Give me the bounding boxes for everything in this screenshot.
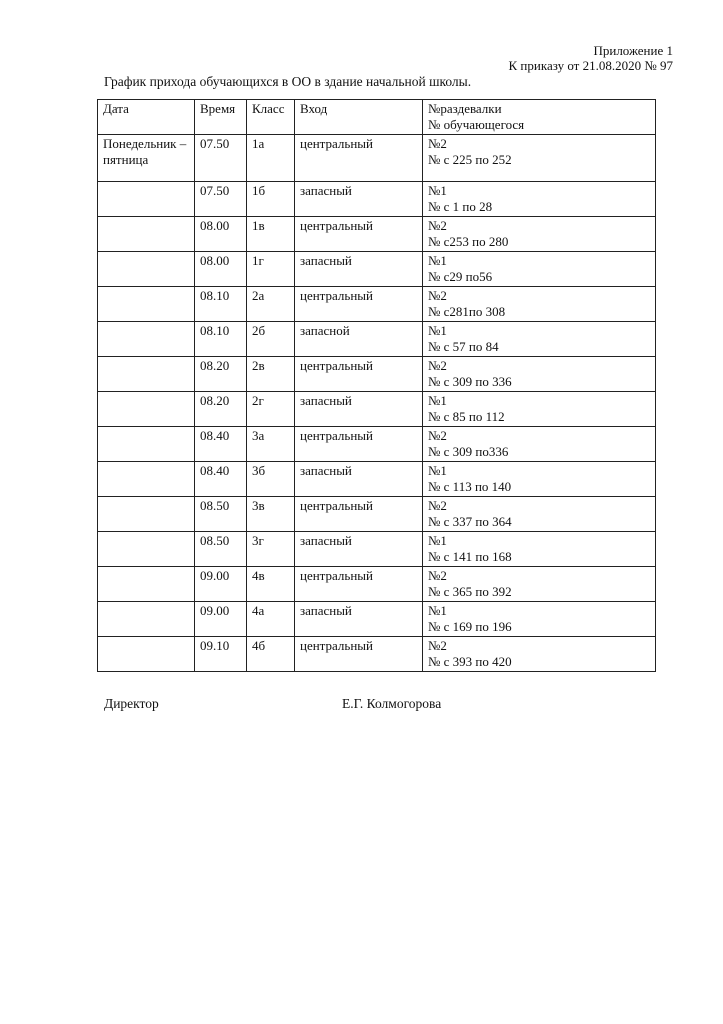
cell-room-students xyxy=(423,567,656,602)
cell-class: 2а xyxy=(247,287,295,322)
cell-class: 4в xyxy=(247,567,295,602)
table-header-row xyxy=(98,100,656,135)
cell-room: №2 xyxy=(428,218,447,233)
cell-room-students xyxy=(423,392,656,427)
cell-room: №1 xyxy=(428,393,447,408)
cell-students: № с 169 по 196 xyxy=(428,619,512,634)
cell-room-students xyxy=(423,602,656,637)
cell-students: № с 57 по 84 xyxy=(428,339,499,354)
cell-students: № с29 по56 xyxy=(428,269,493,284)
document-title: График прихода обучающихся в ОО в здание начальной школы. xyxy=(104,74,472,89)
cell-room-students xyxy=(423,322,656,357)
cell-time: 08.00 xyxy=(195,217,247,252)
column-header-entrance: Вход xyxy=(295,100,423,135)
cell-students: № с253 по 280 xyxy=(428,234,509,249)
cell-room: №2 xyxy=(428,358,447,373)
cell-time: 08.50 xyxy=(195,532,247,567)
cell-room: №2 xyxy=(428,638,447,653)
cell-room-students xyxy=(423,252,656,287)
cell-time: 09.10 xyxy=(195,637,247,672)
cell-time: 08.10 xyxy=(195,322,247,357)
cell-room-students xyxy=(423,462,656,497)
cell-students: № с281по 308 xyxy=(428,304,506,319)
table-row xyxy=(98,182,656,217)
cell-room-students xyxy=(423,427,656,462)
order-reference: К приказу от 21.08.2020 № 97 xyxy=(508,58,673,73)
cell-time: 08.20 xyxy=(195,392,247,427)
cell-room: №2 xyxy=(428,288,447,303)
column-header-room: №раздевалки xyxy=(428,101,502,116)
column-header-date: Дата xyxy=(98,100,195,135)
cell-time: 09.00 xyxy=(195,602,247,637)
cell-entrance: запасной xyxy=(295,322,423,357)
cell-students: № с 225 по 252 xyxy=(428,152,512,167)
cell-date xyxy=(98,427,195,462)
cell-entrance: запасный xyxy=(295,392,423,427)
cell-room-students xyxy=(423,532,656,567)
cell-entrance: запасный xyxy=(295,462,423,497)
cell-class: 3г xyxy=(247,532,295,567)
table-row xyxy=(98,532,656,567)
appendix-note xyxy=(373,43,673,73)
cell-date xyxy=(98,357,195,392)
cell-students: № с 365 по 392 xyxy=(428,584,512,599)
table-body xyxy=(98,135,656,672)
cell-room: №2 xyxy=(428,498,447,513)
cell-time: 08.40 xyxy=(195,462,247,497)
cell-date xyxy=(98,287,195,322)
cell-room: №1 xyxy=(428,603,447,618)
cell-room-students xyxy=(423,357,656,392)
cell-entrance: центральный xyxy=(295,637,423,672)
cell-time: 08.10 xyxy=(195,287,247,322)
cell-entrance: запасный xyxy=(295,252,423,287)
cell-time: 08.40 xyxy=(195,427,247,462)
column-header-student: № обучающегося xyxy=(428,117,525,132)
table-row xyxy=(98,357,656,392)
cell-students: № с 141 по 168 xyxy=(428,549,512,564)
cell-date xyxy=(98,217,195,252)
cell-class: 3б xyxy=(247,462,295,497)
table-row xyxy=(98,322,656,357)
cell-date xyxy=(98,532,195,567)
cell-time: 08.50 xyxy=(195,497,247,532)
cell-class: 1а xyxy=(247,135,295,182)
cell-date xyxy=(98,252,195,287)
cell-class: 4а xyxy=(247,602,295,637)
cell-room: №2 xyxy=(428,428,447,443)
cell-class: 1г xyxy=(247,252,295,287)
cell-room-students xyxy=(423,217,656,252)
cell-students: № с 309 по 336 xyxy=(428,374,512,389)
cell-entrance: запасный xyxy=(295,602,423,637)
cell-students: № с 309 по336 xyxy=(428,444,509,459)
table-row xyxy=(98,287,656,322)
cell-date: Понедельник –пятница xyxy=(98,135,195,182)
arrival-schedule-table xyxy=(97,99,656,672)
cell-class: 4б xyxy=(247,637,295,672)
column-header-class: Класс xyxy=(247,100,295,135)
cell-room-students xyxy=(423,497,656,532)
column-header-room-student xyxy=(423,100,656,135)
cell-date xyxy=(98,602,195,637)
table-row xyxy=(98,427,656,462)
cell-entrance: запасный xyxy=(295,182,423,217)
table-row xyxy=(98,217,656,252)
cell-time: 09.00 xyxy=(195,567,247,602)
table-row xyxy=(98,462,656,497)
cell-room: №2 xyxy=(428,568,447,583)
cell-entrance: центральный xyxy=(295,427,423,462)
cell-students: № с 337 по 364 xyxy=(428,514,512,529)
cell-date xyxy=(98,637,195,672)
signature-name: Е.Г. Колмогорова xyxy=(342,696,442,711)
cell-room: №1 xyxy=(428,463,447,478)
cell-time: 07.50 xyxy=(195,135,247,182)
cell-class: 2в xyxy=(247,357,295,392)
cell-room-students xyxy=(423,637,656,672)
cell-entrance: центральный xyxy=(295,357,423,392)
appendix-line: Приложение 1 xyxy=(593,43,673,58)
table-row xyxy=(98,637,656,672)
cell-room: №1 xyxy=(428,253,447,268)
column-header-time: Время xyxy=(195,100,247,135)
cell-entrance: центральный xyxy=(295,217,423,252)
cell-time: 07.50 xyxy=(195,182,247,217)
cell-date xyxy=(98,392,195,427)
cell-entrance: центральный xyxy=(295,497,423,532)
cell-room: №1 xyxy=(428,323,447,338)
table-row xyxy=(98,567,656,602)
cell-class: 3а xyxy=(247,427,295,462)
cell-class: 2г xyxy=(247,392,295,427)
cell-students: № с 393 по 420 xyxy=(428,654,512,669)
cell-time: 08.20 xyxy=(195,357,247,392)
cell-entrance: центральный xyxy=(295,287,423,322)
signature-role: Директор xyxy=(104,696,159,711)
cell-class: 1б xyxy=(247,182,295,217)
cell-room-students xyxy=(423,287,656,322)
table-row xyxy=(98,252,656,287)
cell-room: №1 xyxy=(428,533,447,548)
cell-students: № с 113 по 140 xyxy=(428,479,512,494)
table-row xyxy=(98,602,656,637)
cell-class: 1в xyxy=(247,217,295,252)
table-row xyxy=(98,392,656,427)
cell-entrance: центральный xyxy=(295,135,423,182)
table-row xyxy=(98,497,656,532)
cell-date xyxy=(98,567,195,602)
cell-room: №1 xyxy=(428,183,447,198)
cell-room: №2 xyxy=(428,136,447,151)
cell-entrance: центральный xyxy=(295,567,423,602)
cell-students: № с 85 по 112 xyxy=(428,409,505,424)
cell-room-students xyxy=(423,182,656,217)
cell-class: 2б xyxy=(247,322,295,357)
cell-time: 08.00 xyxy=(195,252,247,287)
table-row xyxy=(98,135,656,182)
cell-room-students xyxy=(423,135,656,182)
cell-date xyxy=(98,182,195,217)
cell-date xyxy=(98,497,195,532)
cell-entrance: запасный xyxy=(295,532,423,567)
cell-date xyxy=(98,322,195,357)
cell-students: № с 1 по 28 xyxy=(428,199,493,214)
cell-class: 3в xyxy=(247,497,295,532)
cell-date xyxy=(98,462,195,497)
